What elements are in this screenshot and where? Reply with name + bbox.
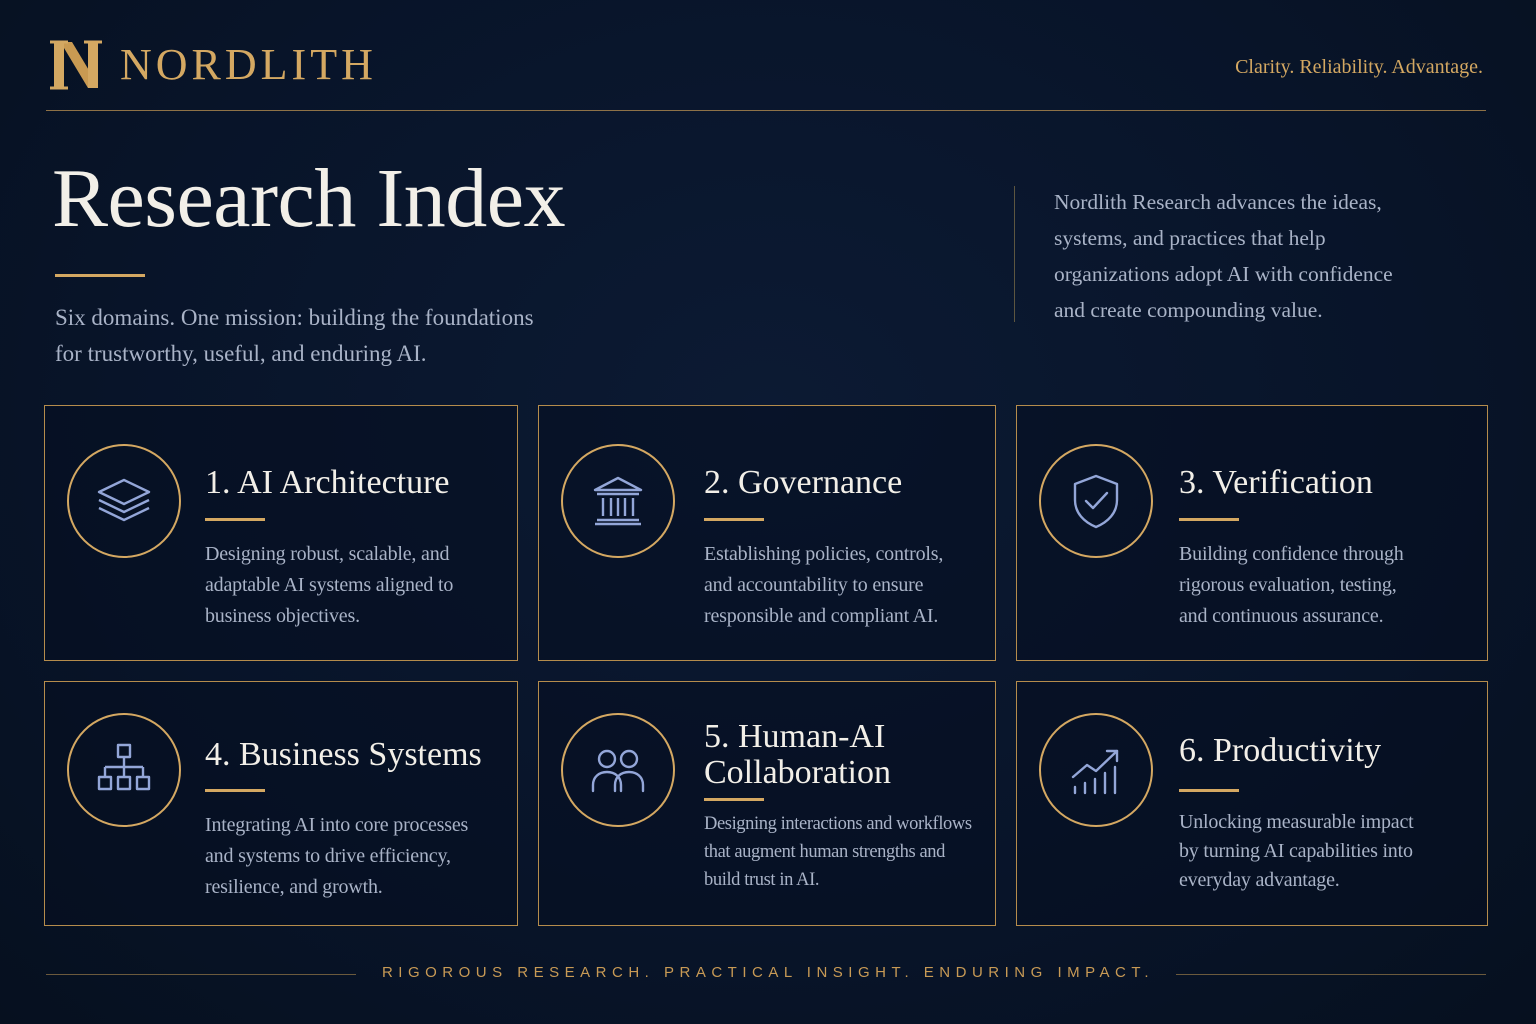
growth-chart-icon	[1039, 713, 1153, 827]
desc-line: resilience, and growth.	[205, 876, 383, 898]
card-description	[704, 810, 994, 894]
brand-tagline: Clarity. Reliability. Advantage.	[1235, 56, 1483, 78]
nordlith-logo-icon	[48, 36, 106, 94]
domain-card-governance[interactable]	[538, 405, 996, 661]
intro-divider	[1014, 186, 1015, 322]
desc-line: Unlocking measurable impact	[1179, 811, 1414, 833]
domain-card-human-ai-collaboration[interactable]	[538, 681, 996, 926]
card-title-line: Collaboration	[704, 754, 891, 791]
card-description	[1179, 808, 1469, 895]
brand-name: NORDLITH	[120, 40, 377, 89]
card-description	[205, 810, 515, 903]
card-description	[205, 539, 505, 632]
card-description	[1179, 539, 1469, 632]
desc-line: responsible and compliant AI.	[704, 605, 939, 627]
intro-line: and create compounding value.	[1054, 298, 1323, 322]
intro-line: systems, and practices that help	[1054, 226, 1326, 250]
header-divider	[46, 110, 1486, 111]
brand	[48, 36, 377, 94]
intro-line: organizations adopt AI with confidence	[1054, 262, 1393, 286]
card-title: 6. Productivity	[1179, 732, 1382, 769]
domain-card-verification[interactable]	[1016, 405, 1488, 661]
desc-line: Building confidence through	[1179, 543, 1404, 565]
desc-line: Establishing policies, controls,	[704, 543, 944, 565]
card-accent-rule	[704, 518, 764, 521]
domain-card-business-systems[interactable]	[44, 681, 518, 926]
footer-motto: RIGOROUS RESEARCH. PRACTICAL INSIGHT. ENDURING IMPACT.	[381, 964, 1155, 981]
desc-line: that augment human strengths and	[704, 842, 946, 862]
intro-paragraph	[1054, 184, 1474, 328]
subtitle-line: for trustworthy, useful, and enduring AI.	[55, 341, 427, 366]
desc-line: adaptable AI systems aligned to	[205, 574, 454, 596]
desc-line: rigorous evaluation, testing,	[1179, 574, 1397, 596]
desc-line: everyday advantage.	[1179, 869, 1340, 891]
desc-line: Designing interactions and workflows	[704, 814, 972, 834]
desc-line: and systems to drive efficiency,	[205, 845, 451, 867]
card-accent-rule	[1179, 518, 1239, 521]
desc-line: Designing robust, scalable, and	[205, 543, 450, 565]
desc-line: and continuous assurance.	[1179, 605, 1384, 627]
page-title: Research Index	[52, 152, 566, 245]
card-description	[704, 539, 994, 632]
card-accent-rule	[704, 798, 764, 801]
desc-line: by turning AI capabilities into	[1179, 840, 1413, 862]
card-title: 2. Governance	[704, 464, 903, 501]
domain-card-productivity[interactable]	[1016, 681, 1488, 926]
title-accent-rule	[55, 274, 145, 277]
desc-line: build trust in AI.	[704, 870, 820, 890]
page-subtitle	[55, 300, 655, 372]
people-icon	[561, 713, 675, 827]
institution-icon	[561, 444, 675, 558]
desc-line: Integrating AI into core processes	[205, 814, 469, 836]
domain-card-ai-architecture[interactable]	[44, 405, 518, 661]
card-title: 4. Business Systems	[205, 736, 482, 773]
desc-line: business objectives.	[205, 605, 360, 627]
card-accent-rule	[205, 518, 265, 521]
layers-icon	[67, 444, 181, 558]
card-title: 3. Verification	[1179, 464, 1373, 501]
org-chart-icon	[67, 713, 181, 827]
card-accent-rule	[1179, 789, 1239, 792]
card-title	[704, 719, 891, 791]
card-accent-rule	[205, 789, 265, 792]
desc-line: and accountability to ensure	[704, 574, 924, 596]
shield-check-icon	[1039, 444, 1153, 558]
subtitle-line: Six domains. One mission: building the foundations	[55, 305, 534, 330]
card-title-line: 5. Human-AI	[704, 718, 886, 755]
intro-line: Nordlith Research advances the ideas,	[1054, 190, 1382, 214]
card-title: 1. AI Architecture	[205, 464, 450, 501]
